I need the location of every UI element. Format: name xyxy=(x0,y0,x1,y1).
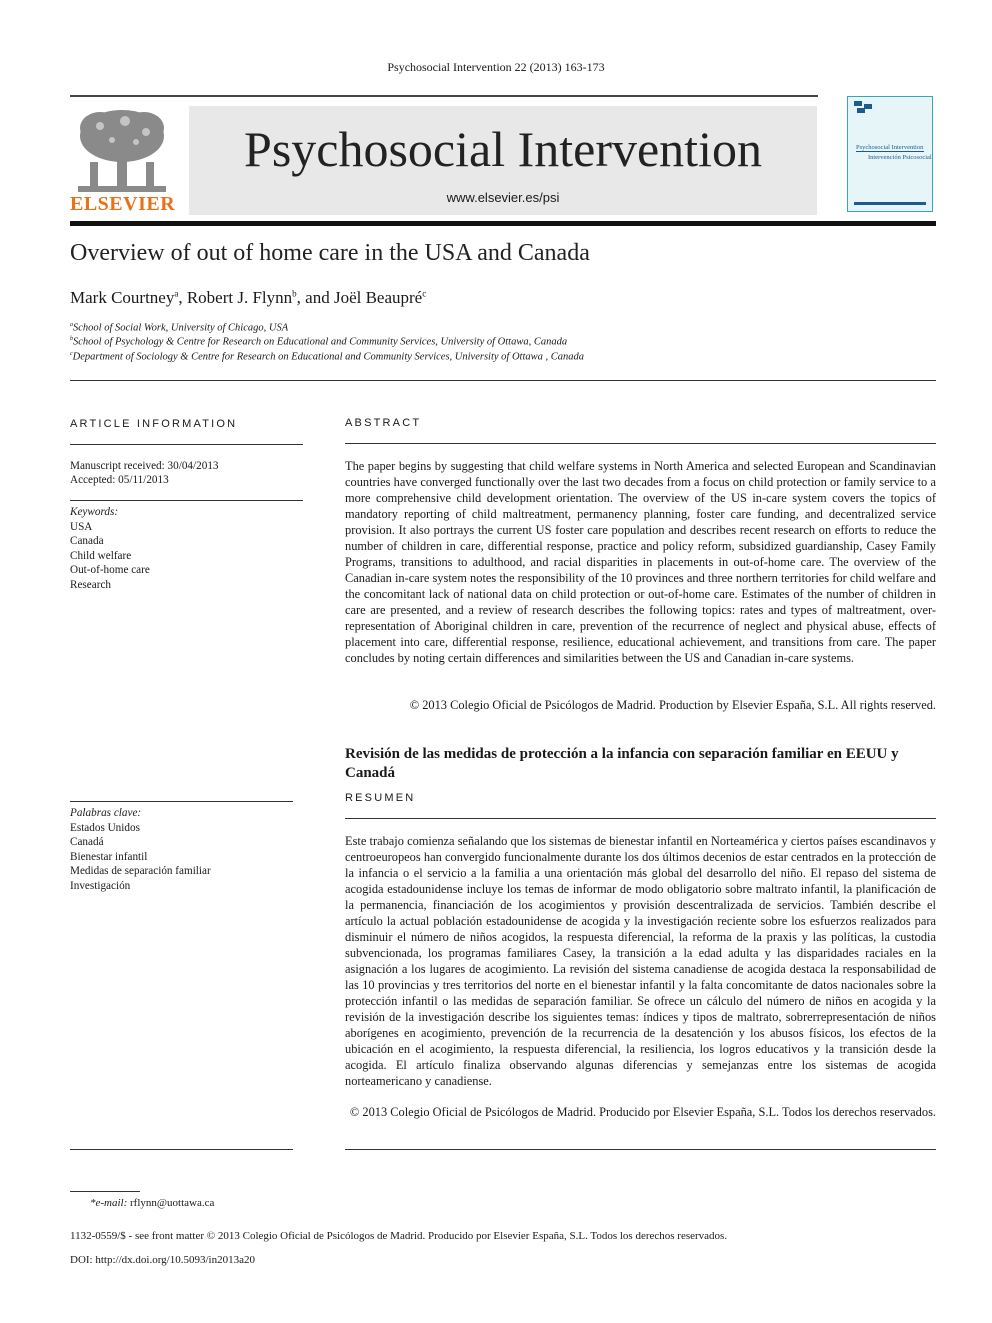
journal-header xyxy=(189,106,817,215)
resumen-text: Este trabajo comienza señalando que los sistemas de bienestar infantil en Norteamérica y ciertos países escandinavos y centroeuropeos han convergido funcionalmente durante los dos últimos decenios de estar centrados en la protección de la infancia o el servicio a la familia a una orientación más global del desarrollo del niño. El repaso del sistema de acogida estadounidense incluye los temas de informar de modo obligatorio sobre maltrato infantil, la planificación de la permanencia, financiación de los acogimientos y provisión descentralizada de servicios. También describe el artículo la actual población estadounidense de acogida y la investigación reciente sobre los esfuerzos realizados para disminuir el número de niños acogidos, la respuesta diferencial, la reforma de la praxis y las políticas, la custodia subvencionada, los programas familiares Casey, la transición a la edad adulta y las disparidades raciales en la asignación a los lugares de acogimiento. La revisión del sistema canadiense de acogida destaca la responsabilidad de las 10 provincias y tres territorios del norte en el bienestar infantil y la falta concomitante de datos nacionales sobre la protección infantil o las medidas de separación familiar. Se ofrece un cálculo del número de niños en acogida y la revisión de la investigación describe los siguientes temas: índices y tipos de maltrato, sobrerrepresentación de niños aborígenes en acogimiento, prevención de la recurrencia de la desatención y los abusos físicos, los efectos de la ubicación en el acogimiento, la respuesta diferencial, la resiliencia, los logros educativos y la transición desde la acogida. El artículo finaliza observando algunas diferencias y semejanzas entre los sistemas de acogida norteamericano y canadiense. xyxy=(345,834,936,1088)
palabras-clave-list xyxy=(70,806,211,893)
palabras-label: Palabras clave: xyxy=(70,807,142,819)
author-name: Joël Beaupré xyxy=(333,288,423,307)
email-address[interactable]: rflynn@uottawa.ca xyxy=(130,1197,215,1209)
resumen-rule xyxy=(345,818,936,819)
author-affil-mark: a xyxy=(174,288,179,299)
keyword: Out-of-home care xyxy=(70,564,150,576)
abstract-rule xyxy=(345,443,936,444)
cover-divider xyxy=(856,151,924,152)
cover-title-en: Psychosocial Intervention xyxy=(856,144,924,151)
author-list: Mark Courtney$^a$, Robert J. Flynn$^b$, and Joël Beaupré$^c$ xyxy=(70,288,427,307)
cover-logo-icon xyxy=(854,101,872,113)
journal-cover-thumbnail xyxy=(847,96,933,212)
resumen-heading: RESUMEN xyxy=(345,792,416,804)
author-name: Robert J. Flynn xyxy=(186,288,293,307)
publisher-name: ELSEVIER xyxy=(70,193,176,215)
journal-reference: Psychosocial Intervention 22 (2013) 163-173 xyxy=(387,60,605,74)
affiliation: $^b$School of Psychology & Centre for Research on Educational and Community Services, University of Ottawa, Canada xyxy=(70,336,568,348)
affiliation: $^a$School of Social Work, University of Chicago, USA xyxy=(70,322,289,334)
article-title: Overview of out of home care in the USA and Canada xyxy=(70,240,590,266)
footnote-rule xyxy=(70,1191,140,1192)
keywords-label: Keywords: xyxy=(70,506,119,518)
keyword: Investigación xyxy=(70,879,131,892)
keywords-list xyxy=(70,505,150,592)
article-info-rule xyxy=(70,444,303,445)
author-affil-mark: c xyxy=(422,288,427,299)
elsevier-tree-icon xyxy=(70,106,174,194)
keyword: Estados Unidos xyxy=(70,821,140,834)
header-top-rule xyxy=(70,95,818,97)
affiliation: $^c$Department of Sociology & Centre for Research on Educational and Community Services, University of Ottawa , Canada xyxy=(70,351,584,363)
journal-url[interactable]: www.elsevier.es/psi xyxy=(446,190,560,205)
palabras-rule xyxy=(70,801,293,802)
issn-line: 1132-0559/$ - see front matter © 2013 Colegio Oficial de Psicólogos de Madrid. Producido por Elsevier España, S.L. Todos los derechos reservados. xyxy=(70,1230,728,1242)
keyword: Bienestar infantil xyxy=(70,850,148,863)
keyword: Child welfare xyxy=(70,549,132,562)
author-affil-mark: b xyxy=(292,288,297,299)
right-column-end-rule xyxy=(345,1149,936,1150)
header-bottom-rule xyxy=(70,221,936,226)
email-label: *e-mail: xyxy=(90,1197,128,1209)
doi-link[interactable]: DOI: http://dx.doi.org/10.5093/in2013a20 xyxy=(70,1254,255,1266)
article-info-heading: ARTICLE INFORMATION xyxy=(70,418,238,430)
resumen-copyright: © 2013 Colegio Oficial de Psicólogos de Madrid. Producido por Elsevier España, S.L. Todos los derechos reservados. xyxy=(349,1105,936,1119)
corresponding-email xyxy=(90,1197,214,1209)
section-divider xyxy=(70,380,936,381)
abstract-heading: ABSTRACT xyxy=(345,417,422,429)
elsevier-logo xyxy=(70,106,174,216)
keyword: Canadá xyxy=(70,836,104,848)
abstract-text: The paper begins by suggesting that child welfare systems in North America and selected European and Scandinavian countries have converged functionally over the last two decades from a focus on child protection or family service to a more comprehensive child development orientation. The overview of the US in-care system covers the topics of mandatory reporting of child maltreatment, permanency planning, foster care funding, and decentralized service provision. It also portrays the current US foster care population and describes recent research on efforts to reduce the number of children in care, differential response, practice and policy reform, subsidized guardianship, Casey Family Programs, transitions to adulthood, and racial disparities in placements in out-of-home care. The overview of the Canadian in-care system notes the responsibility of the 10 provinces and three northern territories for child welfare and the concomitant lack of national data on child protection or out-of-home care. Estimates of the number of children in care are presented, and a review of research describes the following topics: rates and types of maltreatment, over-representation of Aboriginal children in care, prevention of the recurrence of neglect and physical abuse, effects of placement into care, differential response, resilience, educational achievement, and transitions from care. The paper concludes by noting certain differences and similarities between the US and Canadian in-care systems. xyxy=(345,459,936,665)
manuscript-received: Manuscript received: 30/04/2013 xyxy=(70,460,219,472)
keywords-rule xyxy=(70,500,303,501)
keyword: Canada xyxy=(70,535,104,547)
author-name: Mark Courtney xyxy=(70,288,175,307)
keyword: Medidas de separación familiar xyxy=(70,865,211,877)
keyword: USA xyxy=(70,520,93,533)
keyword: Research xyxy=(70,578,111,591)
journal-title: Psychosocial Intervention xyxy=(244,121,762,177)
accepted-date: Accepted: 05/11/2013 xyxy=(70,474,169,486)
cover-bottom-bar xyxy=(854,202,926,205)
spanish-title: Revisión de las medidas de protección a la infancia con separación familiar en EEUU y Canadá xyxy=(345,746,899,781)
left-column-end-rule xyxy=(70,1149,293,1150)
abstract-copyright: © 2013 Colegio Oficial de Psicólogos de Madrid. Production by Elsevier España, S.L. All rights reserved. xyxy=(409,698,936,712)
cover-title-es: Intervención Psicosocial xyxy=(868,154,932,161)
